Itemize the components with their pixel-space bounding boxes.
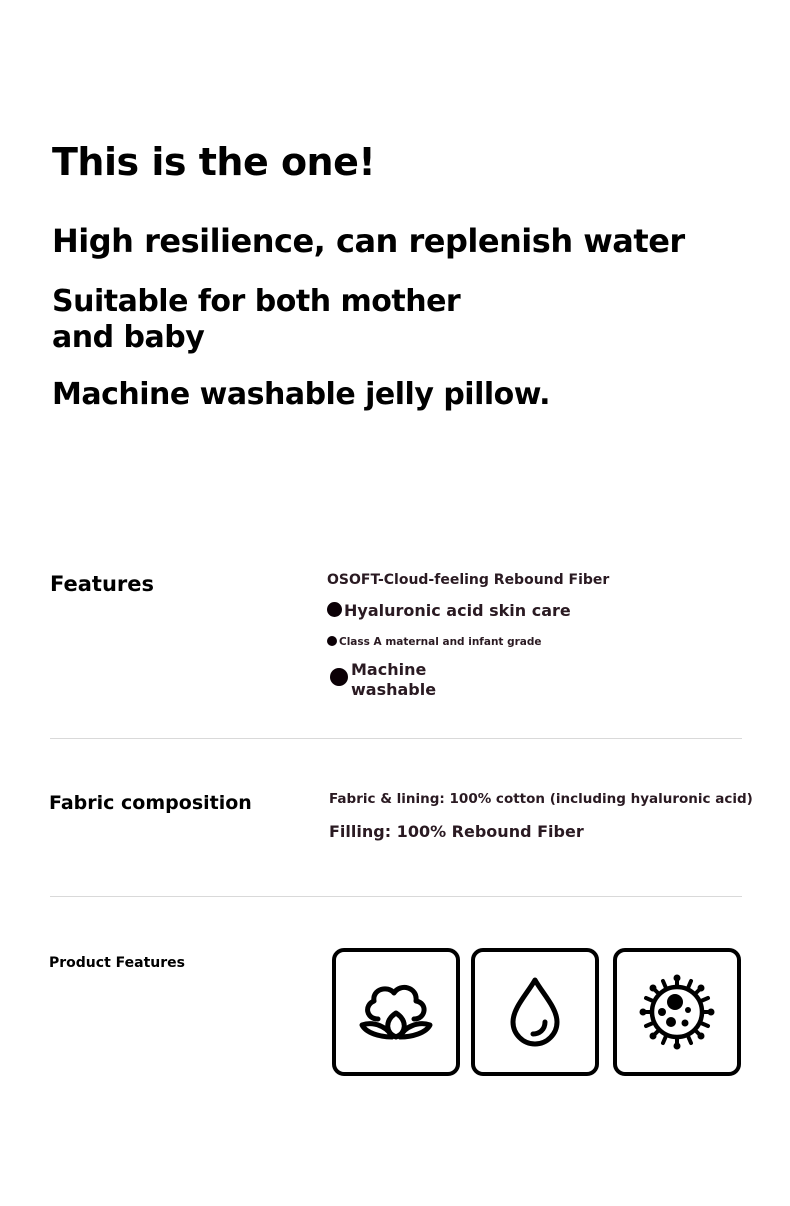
cotton-icon-card xyxy=(332,948,460,1076)
product-features-label: Product Features xyxy=(49,955,185,971)
fabric-lining-text: Fabric & lining: 100% cotton (including hyaluronic acid) xyxy=(329,791,753,807)
section-divider xyxy=(50,896,742,897)
bullet-dot-icon xyxy=(330,668,348,686)
filling-text: Filling: 100% Rebound Fiber xyxy=(329,822,584,841)
hero-line-washable: Machine washable jelly pillow. xyxy=(52,377,550,412)
water-drop-icon xyxy=(505,976,565,1048)
feature-text: OSOFT-Cloud-feeling Rebound Fiber xyxy=(327,572,610,588)
feature-item-class-a xyxy=(327,636,542,648)
cotton-flower-icon xyxy=(356,977,436,1047)
antibacterial-icon-card xyxy=(613,948,741,1076)
hero-line-resilience: High resilience, can replenish water xyxy=(52,222,685,260)
feature-item-hyaluronic xyxy=(327,601,571,620)
bullet-dot-icon xyxy=(327,602,342,617)
fabric-composition-label: Fabric composition xyxy=(49,792,252,814)
hero-line-mother-baby: Suitable for both mother and baby xyxy=(52,284,461,355)
water-icon-card xyxy=(471,948,599,1076)
bullet-dot-icon xyxy=(327,636,337,646)
features-label: Features xyxy=(50,572,154,596)
feature-text: Hyaluronic acid skin care xyxy=(344,601,571,620)
section-divider xyxy=(50,738,742,739)
hero-title: This is the one! xyxy=(52,140,376,184)
feature-text: Class A maternal and infant grade xyxy=(339,636,542,648)
antibacterial-icon xyxy=(639,974,715,1050)
feature-text: Machine washable xyxy=(351,660,437,699)
feature-item-fiber xyxy=(327,572,609,588)
